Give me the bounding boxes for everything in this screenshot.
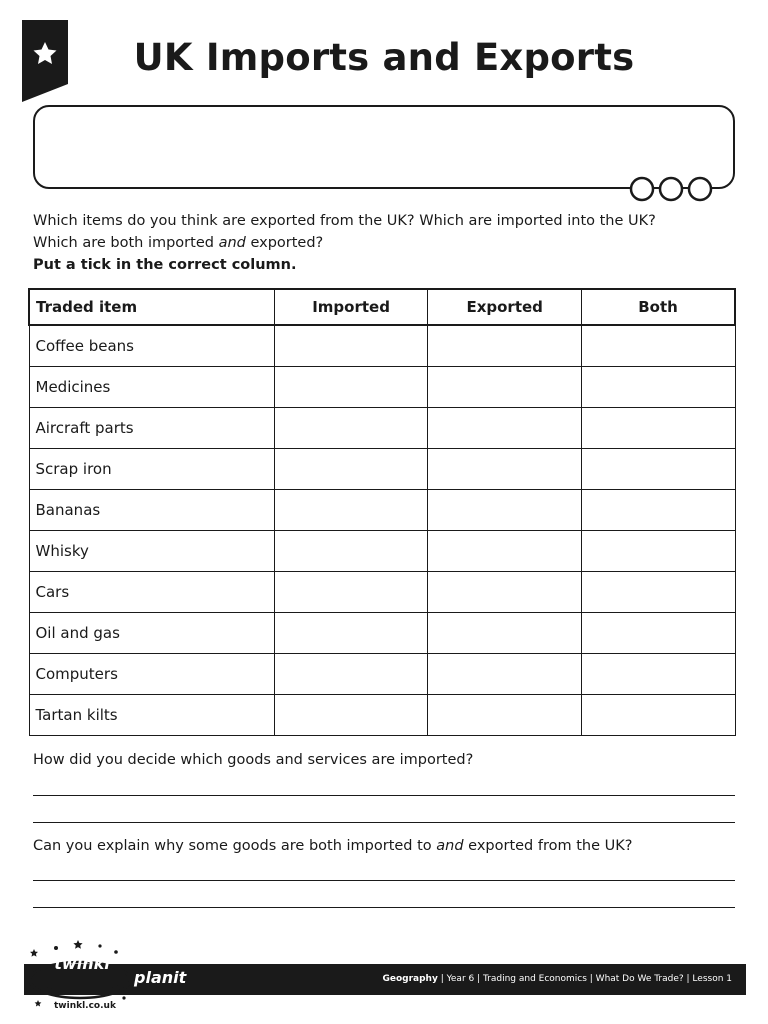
imported-cell[interactable]: [274, 366, 428, 407]
table-row: [29, 694, 735, 735]
imported-cell[interactable]: [274, 653, 428, 694]
item-name: Computers: [29, 653, 274, 694]
both-cell[interactable]: [582, 407, 735, 448]
imported-cell[interactable]: [274, 407, 428, 448]
subject-label: Geography: [382, 974, 438, 984]
imported-cell[interactable]: [274, 612, 428, 653]
table-row: [29, 612, 735, 653]
both-cell[interactable]: [582, 448, 735, 489]
table-row: [29, 571, 735, 612]
instruction-line-3: Put a tick in the correct column.: [33, 257, 297, 273]
exported-cell[interactable]: [428, 325, 582, 366]
exported-cell[interactable]: [428, 571, 582, 612]
both-cell[interactable]: [582, 325, 735, 366]
table-row: [29, 530, 735, 571]
decorative-circles-icon: [628, 175, 714, 203]
imported-cell[interactable]: [274, 448, 428, 489]
lesson-info: [382, 964, 732, 995]
exported-cell[interactable]: [428, 530, 582, 571]
exported-cell[interactable]: [428, 612, 582, 653]
table-row: [29, 653, 735, 694]
both-cell[interactable]: [582, 530, 735, 571]
item-name: Medicines: [29, 366, 274, 407]
header-exported: Exported: [428, 289, 582, 325]
exported-cell[interactable]: [428, 653, 582, 694]
question-2: [33, 838, 632, 854]
both-cell[interactable]: [582, 653, 735, 694]
exported-cell[interactable]: [428, 366, 582, 407]
table-header-row: [29, 289, 735, 325]
both-cell[interactable]: [582, 694, 735, 735]
question-text: exported from the UK?: [463, 838, 633, 854]
lesson-meta: | Year 6 | Trading and Economics | What Do We Trade? | Lesson 1: [437, 974, 732, 984]
item-name: Scrap iron: [29, 448, 274, 489]
item-name: Bananas: [29, 489, 274, 530]
answer-line[interactable]: [33, 907, 735, 908]
instruction-emphasis: and: [218, 235, 246, 251]
exported-cell[interactable]: [428, 489, 582, 530]
imported-cell[interactable]: [274, 530, 428, 571]
traded-items-table: [28, 288, 736, 736]
answer-line[interactable]: [33, 822, 735, 823]
table-row: [29, 489, 735, 530]
item-name: Aircraft parts: [29, 407, 274, 448]
table-row: [29, 407, 735, 448]
question-emphasis: and: [436, 838, 464, 854]
imported-cell[interactable]: [274, 489, 428, 530]
page-title: UK Imports and Exports: [133, 36, 635, 79]
header-traded-item: Traded item: [29, 289, 274, 325]
planit-brand: planit: [134, 968, 187, 987]
item-name: Tartan kilts: [29, 694, 274, 735]
table-row: [29, 366, 735, 407]
item-name: Oil and gas: [29, 612, 274, 653]
table-row: [29, 325, 735, 366]
website-label: twinkl.co.uk: [54, 1001, 116, 1011]
both-cell[interactable]: [582, 612, 735, 653]
header-imported: Imported: [274, 289, 428, 325]
exported-cell[interactable]: [428, 694, 582, 735]
table-row: [29, 448, 735, 489]
imported-cell[interactable]: [274, 571, 428, 612]
imported-cell[interactable]: [274, 694, 428, 735]
exported-cell[interactable]: [428, 407, 582, 448]
instruction-line-1: Which items do you think are exported from the UK? Which are imported into the UK?: [33, 213, 656, 229]
item-name: Whisky: [29, 530, 274, 571]
both-cell[interactable]: [582, 571, 735, 612]
answer-line[interactable]: [33, 795, 735, 796]
item-name: Coffee beans: [29, 325, 274, 366]
both-cell[interactable]: [582, 366, 735, 407]
question-1: How did you decide which goods and services are imported?: [33, 752, 474, 768]
imported-cell[interactable]: [274, 325, 428, 366]
instruction-text: exported?: [245, 235, 324, 251]
question-text: Can you explain why some goods are both imported to: [33, 838, 437, 854]
answer-line[interactable]: [33, 880, 735, 881]
header-both: Both: [582, 289, 735, 325]
instruction-text: Which are both imported: [33, 235, 219, 251]
instruction-line-2: [33, 232, 733, 254]
exported-cell[interactable]: [428, 448, 582, 489]
both-cell[interactable]: [582, 489, 735, 530]
twinkl-brand: twinkl: [54, 954, 110, 973]
item-name: Cars: [29, 571, 274, 612]
instructions: [33, 210, 733, 276]
